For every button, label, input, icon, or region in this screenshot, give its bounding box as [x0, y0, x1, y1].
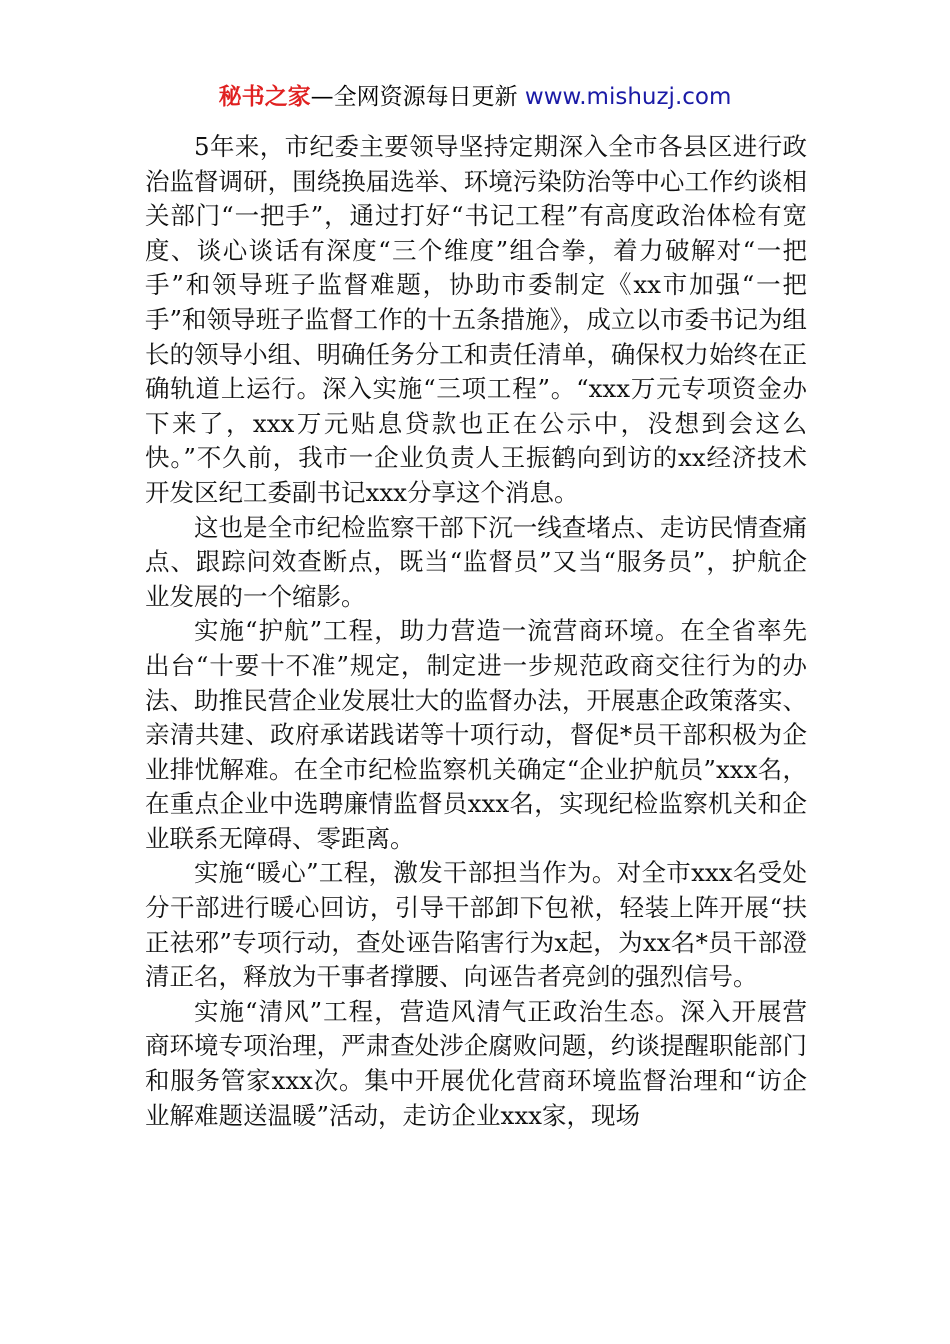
paragraph: 实施“护航”工程，助力营造一流营商环境。在全省率先出台“十要十不准”规定，制定进一步规范政商交往行为的办法、助推民营企业发展壮大的监督办法，开展惠企政策落实、亲清共建、政府承诺践诺等十项行动，督促*员干部积极为企业排忧解难。在全市纪检监察机关确定“企业护航员”xxx名，在重点企业中选聘廉情监督员xxx名，实现纪检监察机关和企业联系无障碍、零距离。	[145, 616, 807, 853]
paragraph: 5年来，市纪委主要领导坚持定期深入全市各县区进行政治监督调研，围绕换届选举、环境污染防治等中心工作约谈相关部门“一把手”，通过打好“书记工程”有高度政治体检有宽度、谈心谈话有深度“三个维度”组合拳，着力破解对“一把手”和领导班子监督难题，协助市委制定《xx市加强“一把手”和领导班子监督工作的十五条措施》，成立以市委书记为组长的领导小组、明确任务分工和责任清单，确保权力始终在正确轨道上运行。深入实施“三项工程”。“xxx万元专项资金办下来了，xxx万元贴息贷款也正在公示中，没想到会这么快。”不久前，我市一企业负责人王振鹤向到访的xx经济技术开发区纪工委副书记xxx分享这个消息。	[145, 132, 807, 507]
page-header	[0, 80, 950, 114]
document-body	[145, 130, 807, 1133]
paragraph: 这也是全市纪检监察干部下沉一线查堵点、走访民情查痛点、跟踪问效查断点，既当“监督员”又当“服务员”，护航企业发展的一个缩影。	[145, 512, 807, 611]
paragraph: 实施“清风”工程，营造风清气正政治生态。深入开展营商环境专项治理，严肃查处涉企腐败问题，约谈提醒职能部门和服务管家xxx次。集中开展优化营商环境监督治理和“访企业解难题送温暖”活动，走访企业xxx家，现场	[145, 996, 807, 1130]
brand-name: 秘书之家	[218, 84, 311, 110]
site-url-link[interactable]: www.mishuzj.com	[524, 84, 732, 110]
paragraph: 实施“暖心”工程，激发干部担当作为。对全市xxx名受处分干部进行暖心回访，引导干部卸下包袱，轻装上阵开展“扶正祛邪”专项行动，查处诬告陷害行为x起，为xx名*员干部澄清正名，释放为干事者撑腰、向诬告者亮剑的强烈信号。	[145, 858, 807, 992]
header-tagline: —全网资源每日更新	[310, 84, 525, 110]
